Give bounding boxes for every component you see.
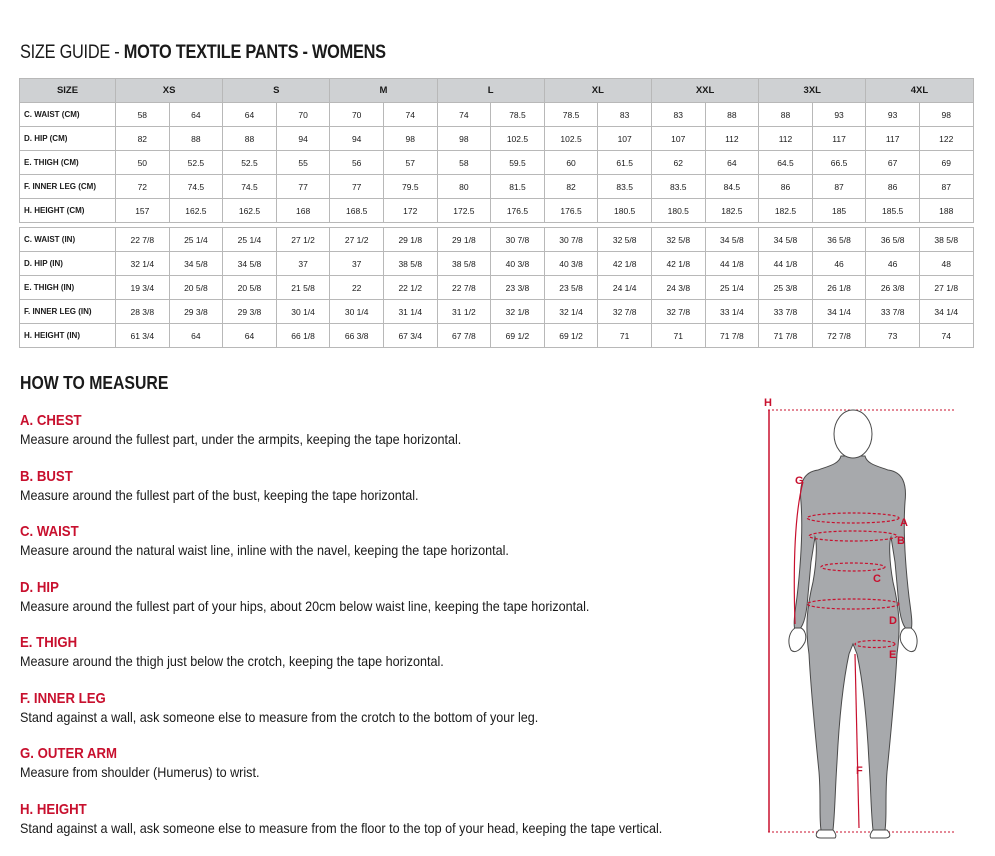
table-cell: 25 1/4 — [169, 228, 223, 252]
table-cell: 74 — [383, 103, 437, 127]
size-header-3xl: 3XL — [759, 79, 866, 103]
table-cell: 168.5 — [330, 199, 384, 223]
table-cell: 81.5 — [491, 175, 545, 199]
table-cell: 26 1/8 — [812, 276, 866, 300]
size-table — [19, 78, 974, 348]
table-cell: 66 1/8 — [276, 324, 330, 348]
table-cell: 83.5 — [598, 175, 652, 199]
table-cell: 87 — [919, 175, 973, 199]
letter-e: E — [889, 649, 896, 661]
table-cell: 64 — [705, 151, 759, 175]
table-cell: 31 1/4 — [383, 300, 437, 324]
table-cell: 46 — [812, 252, 866, 276]
table-cell: 30 7/8 — [491, 228, 545, 252]
table-cell: 80 — [437, 175, 491, 199]
size-header-xs: XS — [116, 79, 223, 103]
table-cell: 162.5 — [169, 199, 223, 223]
table-cell: 182.5 — [705, 199, 759, 223]
letter-a: A — [900, 517, 908, 529]
table-cell: 172.5 — [437, 199, 491, 223]
table-cell: 107 — [651, 127, 705, 151]
table-cell: 185 — [812, 199, 866, 223]
table-cell: 33 7/8 — [866, 300, 920, 324]
table-cell: 60 — [544, 151, 598, 175]
measure-item-bust — [20, 468, 740, 524]
letter-g: G — [795, 475, 804, 487]
table-cell: 93 — [866, 103, 920, 127]
table-cell: 67 7/8 — [437, 324, 491, 348]
measure-description: Measure around the fullest part, under the armpits, keeping the tape horizontal. — [20, 430, 668, 448]
table-cell: 42 1/8 — [651, 252, 705, 276]
table-cell: 88 — [705, 103, 759, 127]
size-header-label: SIZE — [20, 79, 116, 103]
table-cell: 107 — [598, 127, 652, 151]
table-cell: 44 1/8 — [759, 252, 813, 276]
table-cell: 24 1/4 — [598, 276, 652, 300]
letter-b: B — [897, 535, 905, 547]
table-cell: 176.5 — [491, 199, 545, 223]
table-cell: 168 — [276, 199, 330, 223]
table-cell: 67 — [866, 151, 920, 175]
table-cell: 66 3/8 — [330, 324, 384, 348]
table-cell: 32 7/8 — [651, 300, 705, 324]
size-header-4xl: 4XL — [866, 79, 973, 103]
table-cell: 34 5/8 — [169, 252, 223, 276]
table-cell: 32 1/4 — [116, 252, 170, 276]
letter-f: F — [856, 765, 863, 777]
table-cell: 19 3/4 — [116, 276, 170, 300]
table-cell: 67 3/4 — [383, 324, 437, 348]
inner-leg-line — [855, 654, 859, 828]
table-cell: 112 — [705, 127, 759, 151]
table-cell: 74 — [919, 324, 973, 348]
measure-description: Measure from shoulder (Humerus) to wrist. — [20, 763, 668, 781]
table-cell: 56 — [330, 151, 384, 175]
measure-label: F. INNER LEG — [20, 690, 654, 708]
table-row — [20, 103, 974, 127]
table-cell: 26 3/8 — [866, 276, 920, 300]
row-label: D. HIP (CM) — [20, 127, 116, 151]
measure-description: Measure around the fullest part of your hips, about 20cm below waist line, keeping the tape horizontal. — [20, 597, 668, 615]
table-cell: 82 — [116, 127, 170, 151]
measure-label: G. OUTER ARM — [20, 745, 654, 763]
table-cell: 37 — [276, 252, 330, 276]
row-label: C. WAIST (IN) — [20, 228, 116, 252]
measurement-figure — [755, 392, 965, 842]
size-header-l: L — [437, 79, 544, 103]
table-cell: 21 5/8 — [276, 276, 330, 300]
table-cell: 74 — [437, 103, 491, 127]
table-cell: 58 — [116, 103, 170, 127]
table-cell: 32 1/4 — [544, 300, 598, 324]
table-cell: 185.5 — [866, 199, 920, 223]
measure-item-hip — [20, 579, 740, 635]
measure-item-outer-arm — [20, 745, 740, 801]
table-cell: 42 1/8 — [598, 252, 652, 276]
table-cell: 40 3/8 — [491, 252, 545, 276]
body-diagram — [755, 392, 965, 842]
table-cell: 32 7/8 — [598, 300, 652, 324]
table-cell: 61.5 — [598, 151, 652, 175]
row-label: F. INNER LEG (IN) — [20, 300, 116, 324]
table-cell: 83 — [598, 103, 652, 127]
size-header-xxl: XXL — [651, 79, 758, 103]
table-cell: 98 — [919, 103, 973, 127]
table-cell: 34 1/4 — [812, 300, 866, 324]
table-cell: 112 — [759, 127, 813, 151]
table-cell: 22 1/2 — [383, 276, 437, 300]
table-row — [20, 127, 974, 151]
table-cell: 83.5 — [651, 175, 705, 199]
table-cell: 73 — [866, 324, 920, 348]
measure-label: D. HIP — [20, 579, 654, 597]
table-cell: 83 — [651, 103, 705, 127]
measure-label: E. THIGH — [20, 634, 654, 652]
table-cell: 64 — [169, 103, 223, 127]
table-row — [20, 228, 974, 252]
table-row — [20, 276, 974, 300]
table-cell: 32 5/8 — [651, 228, 705, 252]
table-cell: 86 — [759, 175, 813, 199]
table-cell: 25 1/4 — [705, 276, 759, 300]
table-cell: 72 — [116, 175, 170, 199]
table-cell: 52.5 — [169, 151, 223, 175]
measure-label: C. WAIST — [20, 523, 654, 541]
table-cell: 88 — [223, 127, 277, 151]
table-cell: 36 5/8 — [866, 228, 920, 252]
table-cell: 25 1/4 — [223, 228, 277, 252]
measure-label: A. CHEST — [20, 412, 654, 430]
letter-d: D — [889, 615, 897, 627]
table-cell: 34 1/4 — [919, 300, 973, 324]
table-cell: 20 5/8 — [223, 276, 277, 300]
table-cell: 70 — [330, 103, 384, 127]
table-cell: 55 — [276, 151, 330, 175]
row-label: H. HEIGHT (IN) — [20, 324, 116, 348]
row-label: F. INNER LEG (CM) — [20, 175, 116, 199]
table-cell: 69 1/2 — [491, 324, 545, 348]
table-cell: 182.5 — [759, 199, 813, 223]
measure-description: Stand against a wall, ask someone else to measure from the crotch to the bottom of your leg. — [20, 708, 668, 726]
table-cell: 102.5 — [491, 127, 545, 151]
table-cell: 23 3/8 — [491, 276, 545, 300]
table-cell: 64 — [223, 103, 277, 127]
size-header-xl: XL — [544, 79, 651, 103]
table-cell: 172 — [383, 199, 437, 223]
table-cell: 77 — [330, 175, 384, 199]
table-cell: 122 — [919, 127, 973, 151]
measure-item-thigh — [20, 634, 740, 690]
table-cell: 176.5 — [544, 199, 598, 223]
table-cell: 58 — [437, 151, 491, 175]
table-cell: 117 — [812, 127, 866, 151]
table-cell: 33 7/8 — [759, 300, 813, 324]
table-cell: 32 5/8 — [598, 228, 652, 252]
table-cell: 71 7/8 — [759, 324, 813, 348]
table-cell: 27 1/8 — [919, 276, 973, 300]
measure-item-chest — [20, 412, 740, 468]
table-cell: 188 — [919, 199, 973, 223]
table-cell: 24 3/8 — [651, 276, 705, 300]
table-cell: 38 5/8 — [437, 252, 491, 276]
table-cell: 71 — [651, 324, 705, 348]
measure-description: Measure around the thigh just below the crotch, keeping the tape horizontal. — [20, 652, 668, 670]
table-cell: 62 — [651, 151, 705, 175]
size-header-m: M — [330, 79, 437, 103]
table-cell: 82 — [544, 175, 598, 199]
table-cell: 86 — [866, 175, 920, 199]
table-row — [20, 252, 974, 276]
table-cell: 117 — [866, 127, 920, 151]
page-title — [20, 42, 386, 64]
row-label: E. THIGH (IN) — [20, 276, 116, 300]
table-cell: 28 3/8 — [116, 300, 170, 324]
table-cell: 77 — [276, 175, 330, 199]
table-cell: 72 7/8 — [812, 324, 866, 348]
table-cell: 64 — [169, 324, 223, 348]
table-row — [20, 324, 974, 348]
table-cell: 94 — [330, 127, 384, 151]
table-cell: 98 — [383, 127, 437, 151]
letter-h: H — [764, 397, 772, 409]
table-cell: 93 — [812, 103, 866, 127]
table-cell: 50 — [116, 151, 170, 175]
table-cell: 34 5/8 — [705, 228, 759, 252]
table-cell: 36 5/8 — [812, 228, 866, 252]
measure-label: B. BUST — [20, 468, 654, 486]
letter-c: C — [873, 573, 881, 585]
table-cell: 30 1/4 — [276, 300, 330, 324]
table-cell: 46 — [866, 252, 920, 276]
measure-item-waist — [20, 523, 740, 579]
table-cell: 37 — [330, 252, 384, 276]
table-cell: 22 — [330, 276, 384, 300]
table-cell: 98 — [437, 127, 491, 151]
measure-list — [20, 412, 740, 856]
row-label: C. WAIST (CM) — [20, 103, 116, 127]
measure-description: Stand against a wall, ask someone else to measure from the floor to the top of your head, keeping the tape vertical. — [20, 819, 668, 837]
table-cell: 74.5 — [169, 175, 223, 199]
size-table-body — [20, 103, 974, 348]
table-cell: 22 7/8 — [116, 228, 170, 252]
row-label: D. HIP (IN) — [20, 252, 116, 276]
row-label: E. THIGH (CM) — [20, 151, 116, 175]
table-cell: 38 5/8 — [919, 228, 973, 252]
table-cell: 64.5 — [759, 151, 813, 175]
title-product: MOTO TEXTILE PANTS - WOMENS — [124, 42, 386, 63]
table-row — [20, 175, 974, 199]
table-cell: 94 — [276, 127, 330, 151]
table-cell: 25 3/8 — [759, 276, 813, 300]
table-cell: 59.5 — [491, 151, 545, 175]
table-cell: 52.5 — [223, 151, 277, 175]
table-cell: 66.5 — [812, 151, 866, 175]
table-cell: 57 — [383, 151, 437, 175]
table-cell: 32 1/8 — [491, 300, 545, 324]
table-cell: 71 — [598, 324, 652, 348]
table-cell: 48 — [919, 252, 973, 276]
table-cell: 38 5/8 — [383, 252, 437, 276]
measure-description: Measure around the natural waist line, inline with the navel, keeping the tape horizontal. — [20, 541, 668, 559]
measure-item-height — [20, 801, 740, 856]
table-cell: 29 3/8 — [169, 300, 223, 324]
measure-label: H. HEIGHT — [20, 801, 654, 819]
table-cell: 29 3/8 — [223, 300, 277, 324]
table-cell: 88 — [169, 127, 223, 151]
table-cell: 40 3/8 — [544, 252, 598, 276]
table-cell: 70 — [276, 103, 330, 127]
row-label: H. HEIGHT (CM) — [20, 199, 116, 223]
title-prefix: SIZE GUIDE - — [20, 42, 124, 63]
measure-description: Measure around the fullest part of the bust, keeping the tape horizontal. — [20, 486, 668, 504]
table-cell: 157 — [116, 199, 170, 223]
table-cell: 71 7/8 — [705, 324, 759, 348]
table-cell: 69 1/2 — [544, 324, 598, 348]
table-cell: 180.5 — [598, 199, 652, 223]
table-cell: 20 5/8 — [169, 276, 223, 300]
table-cell: 34 5/8 — [223, 252, 277, 276]
table-cell: 87 — [812, 175, 866, 199]
table-cell: 102.5 — [544, 127, 598, 151]
table-cell: 27 1/2 — [330, 228, 384, 252]
table-cell: 31 1/2 — [437, 300, 491, 324]
table-row — [20, 199, 974, 223]
table-cell: 84.5 — [705, 175, 759, 199]
table-cell: 29 1/8 — [437, 228, 491, 252]
table-cell: 29 1/8 — [383, 228, 437, 252]
table-cell: 88 — [759, 103, 813, 127]
table-cell: 22 7/8 — [437, 276, 491, 300]
table-row — [20, 300, 974, 324]
table-cell: 30 1/4 — [330, 300, 384, 324]
how-to-measure-heading: HOW TO MEASURE — [20, 373, 168, 394]
table-cell: 23 5/8 — [544, 276, 598, 300]
table-cell: 44 1/8 — [705, 252, 759, 276]
table-row — [20, 151, 974, 175]
table-cell: 69 — [919, 151, 973, 175]
table-cell: 79.5 — [383, 175, 437, 199]
table-cell: 64 — [223, 324, 277, 348]
table-cell: 27 1/2 — [276, 228, 330, 252]
table-cell: 30 7/8 — [544, 228, 598, 252]
table-cell: 78.5 — [544, 103, 598, 127]
size-header-s: S — [223, 79, 330, 103]
measure-item-inner-leg — [20, 690, 740, 746]
table-cell: 180.5 — [651, 199, 705, 223]
size-header-row — [20, 79, 974, 103]
table-cell: 78.5 — [491, 103, 545, 127]
table-cell: 162.5 — [223, 199, 277, 223]
table-cell: 34 5/8 — [759, 228, 813, 252]
table-cell: 33 1/4 — [705, 300, 759, 324]
table-cell: 74.5 — [223, 175, 277, 199]
table-cell: 61 3/4 — [116, 324, 170, 348]
